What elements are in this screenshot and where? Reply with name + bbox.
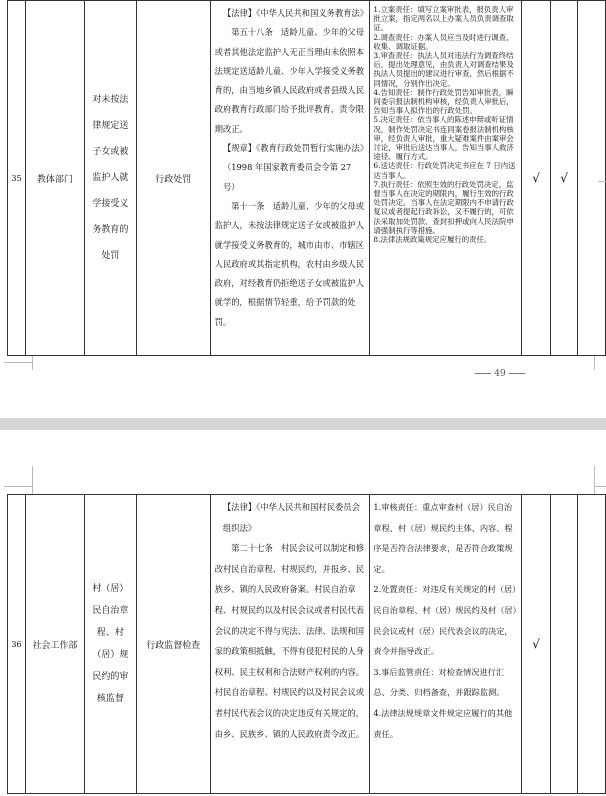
- crop-mark: [4, 486, 32, 487]
- responsibility-cell: [370, 495, 522, 794]
- table-row: [8, 1, 606, 356]
- basis-paragraph: 第十一条 适龄儿童、少年的父母或监护人，未按法律规定送子女或被监护人就学接受义务教育的，城市由市、市辖区人民政府或其指定机构，农村由乡级人民政府，对经教育仍拒绝送子女或被监护人就学的，根据情节轻重，给予罚款的处罚。: [214, 200, 365, 327]
- basis-paragraph: 第二十七条 村民会议可以制定和修改村民自治章程、村规民约，并报乡、民族乡、镇的人民政府备案。村民自治章程、村规民约以及村民会议或者村民代表会议的决定不得与宪法、法律、法规和国家的政策相抵触，不得有侵犯村民的人身权利、民主权利和合法财产权利的内容。村民自治章程、村规民约以及村民会议或者村民代表会议的决定违反有关规定的，由乡、民族乡、镇的人民政府责令改正。: [214, 543, 365, 739]
- responsibility-item: 5.决定责任：依当事人的陈述申辩或听证情况，制作处罚决定书连同案卷报法制机构核审，经负责人审批，重大疑难案件由案审会讨论，审批后送达当事人，告知当事人救济途径、履行方式。: [373, 115, 514, 162]
- responsibility-item: 8.法律法规政策规定应履行的责任。: [373, 235, 492, 245]
- page-separator: [0, 418, 606, 430]
- crop-mark: [594, 466, 595, 494]
- dash-left: [475, 373, 491, 374]
- crop-mark: [32, 356, 33, 370]
- department-cell: 社会工作部: [25, 495, 84, 794]
- power-item-cell: 村（居）民自治章程、村（居）规民约的审核监督: [84, 495, 136, 794]
- responsibility-item: 7.执行责任：依照生效的行政处罚决定，监督当事人在决定的期限内，履行生效的行政处罚决定。当事人在法定期限内不申请行政复议或者提起行政诉讼，又不履行的，可依法采取加处罚款、查封扣押或向人民法院申请强制执行等措施。: [373, 179, 514, 235]
- legal-basis-cell: [210, 1, 370, 356]
- empty-cell: [551, 495, 578, 794]
- checkmark-cell: √: [522, 1, 551, 356]
- dash-right: [509, 373, 525, 374]
- basis-paragraph: 【法律】《中华人民共和国义务教育法》: [222, 8, 369, 18]
- responsibility-item: 3.事后监管责任：对检查情况进行汇总、分类、归档备查，并跟踪监测。: [373, 666, 505, 698]
- responsibility-item: 2.处置责任：对违反有关规定的村（居）民自治章程、村（居）规民约及村（居）民会议或村（居）民代表会议的决定，责令并指导改正。: [373, 584, 517, 657]
- page-number: 49: [440, 369, 560, 379]
- table-row: [8, 495, 606, 794]
- responsibility-item: 4.法律法规规章文件规定应履行的其他责任。: [373, 707, 513, 739]
- responsibility-item: 6.送达责任：行政处罚决定书应在 7 日内送达当事人。: [373, 161, 516, 180]
- crop-mark: [594, 486, 606, 487]
- basis-paragraph: 第五十八条 适龄儿童、少年的父母或者其他法定监护人无正当理由未依照本法规定送适龄儿童、少年入学接受义务教育的，由当地乡镇人民政府或者县级人民政府教育行政部门给予批评教育，责令限期改正。: [214, 27, 365, 134]
- crop-mark: [598, 181, 606, 182]
- responsibility-item: 2.调查责任：办案人员应当及时进行调查、收集、调取证据。: [373, 32, 514, 51]
- responsibility-item: 4.告知责任：制作行政处罚告知审批表，瞬间委宗报法制机构审核，经负责人审批后，告知当事人拟作出的行政处罚。: [373, 87, 514, 116]
- legal-basis-cell: [210, 495, 370, 794]
- checkmark-cell: √: [551, 1, 578, 356]
- responsibility-item: 3.审查责任：执法人员对违法行为调查终结后，提出处理意见，由负责人对调查结果及执法人员提出的建议进行审查，然后根据不同情况，分别作出决定。: [373, 51, 514, 88]
- row-number: 36: [8, 495, 26, 794]
- power-category-cell: 行政处罚: [136, 1, 210, 356]
- empty-cell: [578, 1, 606, 356]
- crop-mark: [4, 362, 32, 363]
- responsibility-cell: [370, 1, 522, 356]
- power-category-cell: 行政监督检查: [136, 495, 210, 794]
- checkmark-cell: √: [522, 495, 551, 794]
- crop-mark: [594, 356, 595, 370]
- power-item-cell: 对未按法律规定送子女或被监护人就学接受义务教育的处罚: [84, 1, 136, 356]
- responsibility-item: 1.审核责任：重点审查村（居）民自治章程、村（居）规民约主体、内容、程序是否符合法律要求，是否符合政策规定。: [373, 502, 513, 574]
- row-number: 35: [8, 1, 26, 356]
- document-page-bottom: [0, 430, 606, 796]
- responsibility-item: 1.立案责任：填写立案审批表，报负责人审批立案，指定两名以上办案人员负责调查取证。: [373, 5, 514, 33]
- basis-paragraph: 【规章】《教育行政处罚暂行实施办法》（1998 年国家教育委员会令第 27 号）: [222, 143, 364, 192]
- basis-paragraph: 【法律】《中华人民共和国村民委员会组织法》: [222, 502, 360, 533]
- responsibility-table-top: [7, 0, 606, 356]
- department-cell: 教体部门: [25, 1, 84, 356]
- crop-mark: [32, 466, 33, 494]
- empty-cell: [578, 495, 606, 794]
- responsibility-table-bottom: [7, 494, 606, 794]
